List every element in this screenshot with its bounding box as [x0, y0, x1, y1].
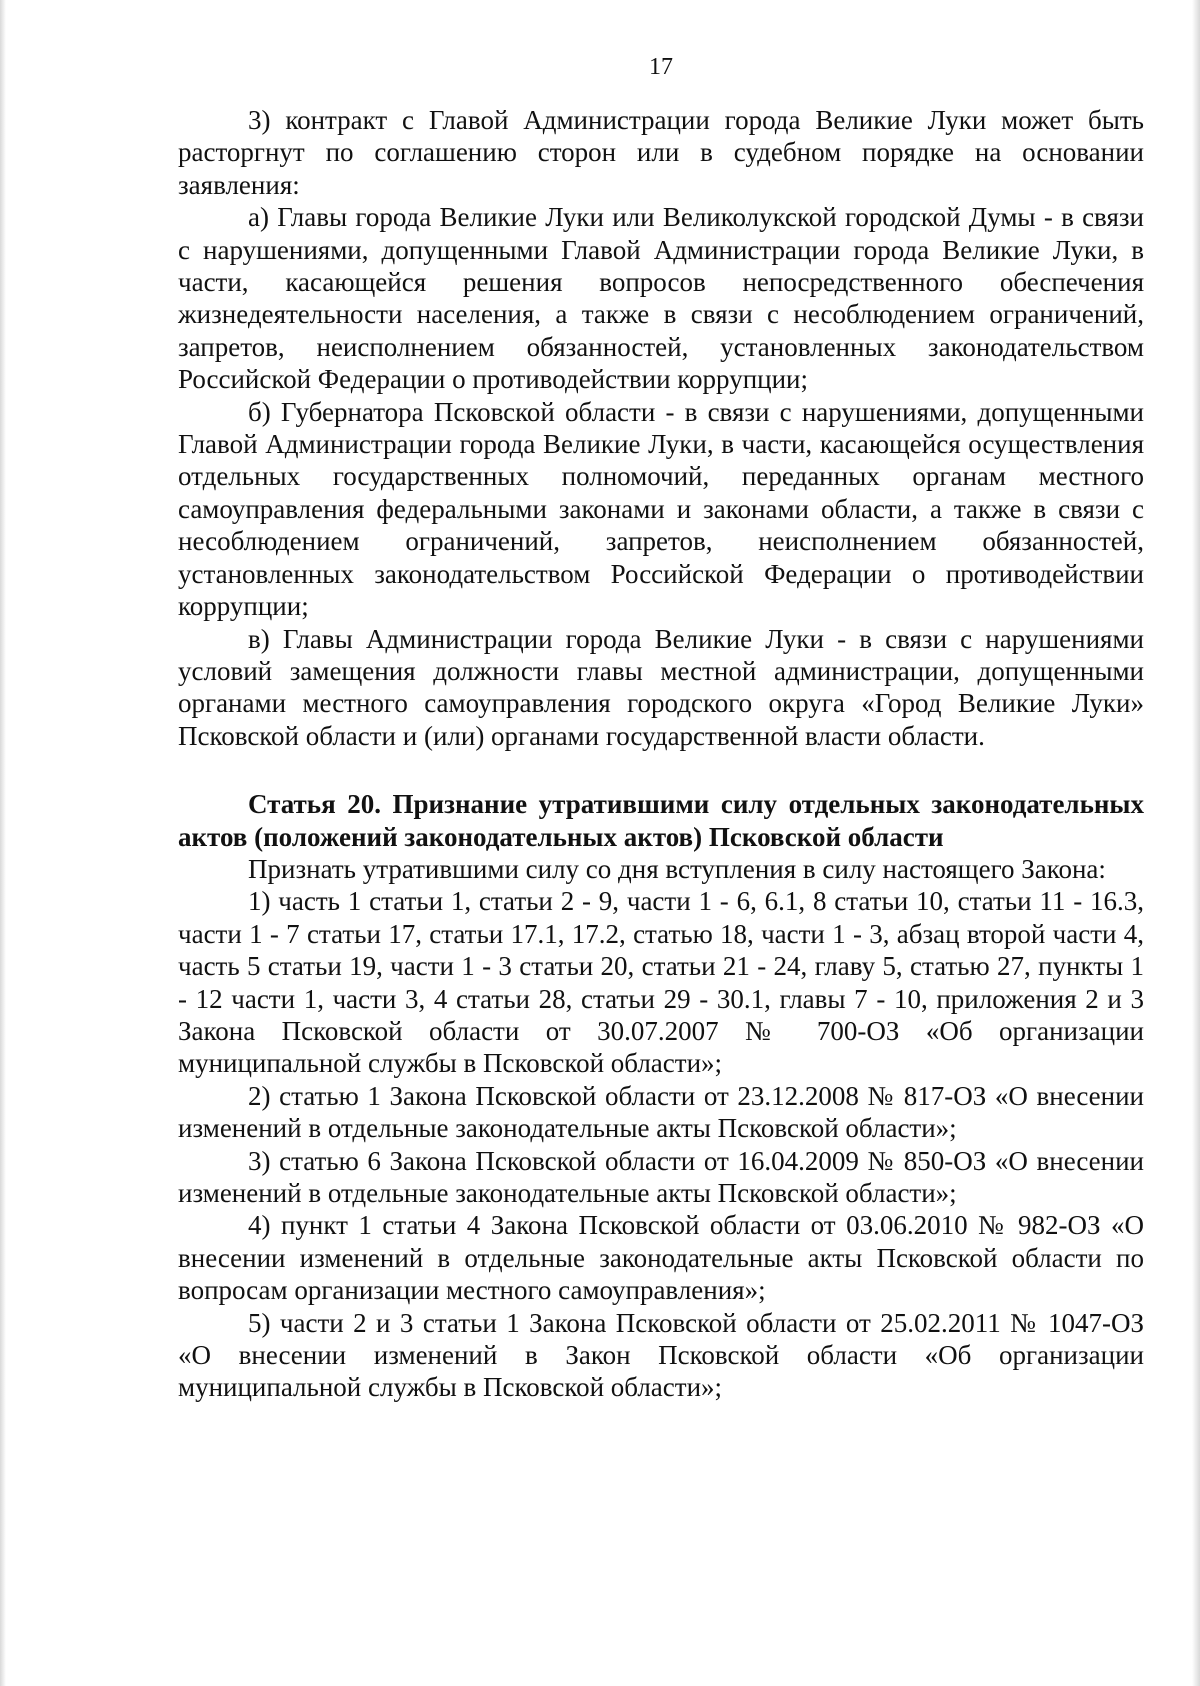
paragraph-subitem-b: б) Губернатора Псковской области - в связи с нарушениями, допущенными Главой Администрации города Великие Луки, в части, касающейся осуществления отдельных государственных полномочий, переданных органам местного самоуправления федеральными законами и законами области, а также в связи с несоблюдением ограничений, запретов, неисполнением обязанностей, установленных законодательством Российской Федерации о противодействии коррупции;: [178, 396, 1144, 622]
article-20-heading: Статья 20. Признание утратившими силу отдельных законодательных актов (положений законодательных актов) Псковской области: [178, 789, 1144, 852]
article-item-1: 1) часть 1 статьи 1, статьи 2 - 9, части 1 - 6, 6.1, 8 статьи 10, статьи 11 - 16.3, части 1 - 7 статьи 17, статьи 17.1, 17.2, статью 18, части 1 - 3, абзац второй части 4, часть 5 статьи 19, части 1 - 3 статьи 20, статьи 21 - 24, главу 5, статью 27, пункты 1 - 12 части 1, части 3, 4 статьи 28, статьи 29 - 30.1, главы 7 - 10, приложения 2 и 3 Закона Псковской области от 30.07.2007 № 700-ОЗ «Об организации муниципальной службы в Псковской области»;: [178, 886, 1144, 1079]
article-item-4: 4) пункт 1 статьи 4 Закона Псковской области от 03.06.2010 № 982-ОЗ «О внесении изменений в отдельные законодательные акты Псковской области по вопросам организации местного самоуправления»;: [178, 1210, 1144, 1306]
scan-edge-left: [0, 0, 6, 1686]
document-page: [178, 52, 1144, 1404]
paragraph-item-3: 3) контракт с Главой Администрации города Великие Луки может быть расторгнут по соглашению сторон или в судебном порядке на основании заявления:: [178, 105, 1144, 200]
article-item-2: 2) статью 1 Закона Псковской области от 23.12.2008 № 817-ОЗ «О внесении изменений в отдельные законодательные акты Псковской области»;: [178, 1080, 1144, 1144]
paragraph-subitem-a: а) Главы города Великие Луки или Великолукской городской Думы - в связи с нарушениями, допущенными Главой Администрации города Великие Луки, в части, касающейся решения вопросов непосредственного обеспечения жизнедеятельности населения, а также в связи с несоблюдением ограничений, запретов, неисполнением обязанностей, установленных законодательством Российской Федерации о противодействии коррупции;: [178, 202, 1144, 395]
article-item-3: 3) статью 6 Закона Псковской области от 16.04.2009 № 850-ОЗ «О внесении изменений в отдельные законодательные акты Псковской области»;: [178, 1145, 1144, 1208]
article-item-5: 5) части 2 и 3 статьи 1 Закона Псковской области от 25.02.2011 № 1047-ОЗ «О внесении изменений в Закон Псковской области «Об организации муниципальной службы в Псковской области»;: [178, 1307, 1144, 1403]
article-intro: Признать утратившими силу со дня вступления в силу настоящего Закона:: [248, 853, 1106, 884]
page-number: 17: [649, 54, 673, 80]
scan-edge-right: [1192, 0, 1200, 1686]
paragraph-subitem-v: в) Главы Администрации города Великие Луки - в связи с нарушениями условий замещения должности главы местной администрации, допущенными органами местного самоуправления городского округа «Город Великие Луки» Псковской области и (или) органами государственной власти области.: [178, 623, 1144, 751]
